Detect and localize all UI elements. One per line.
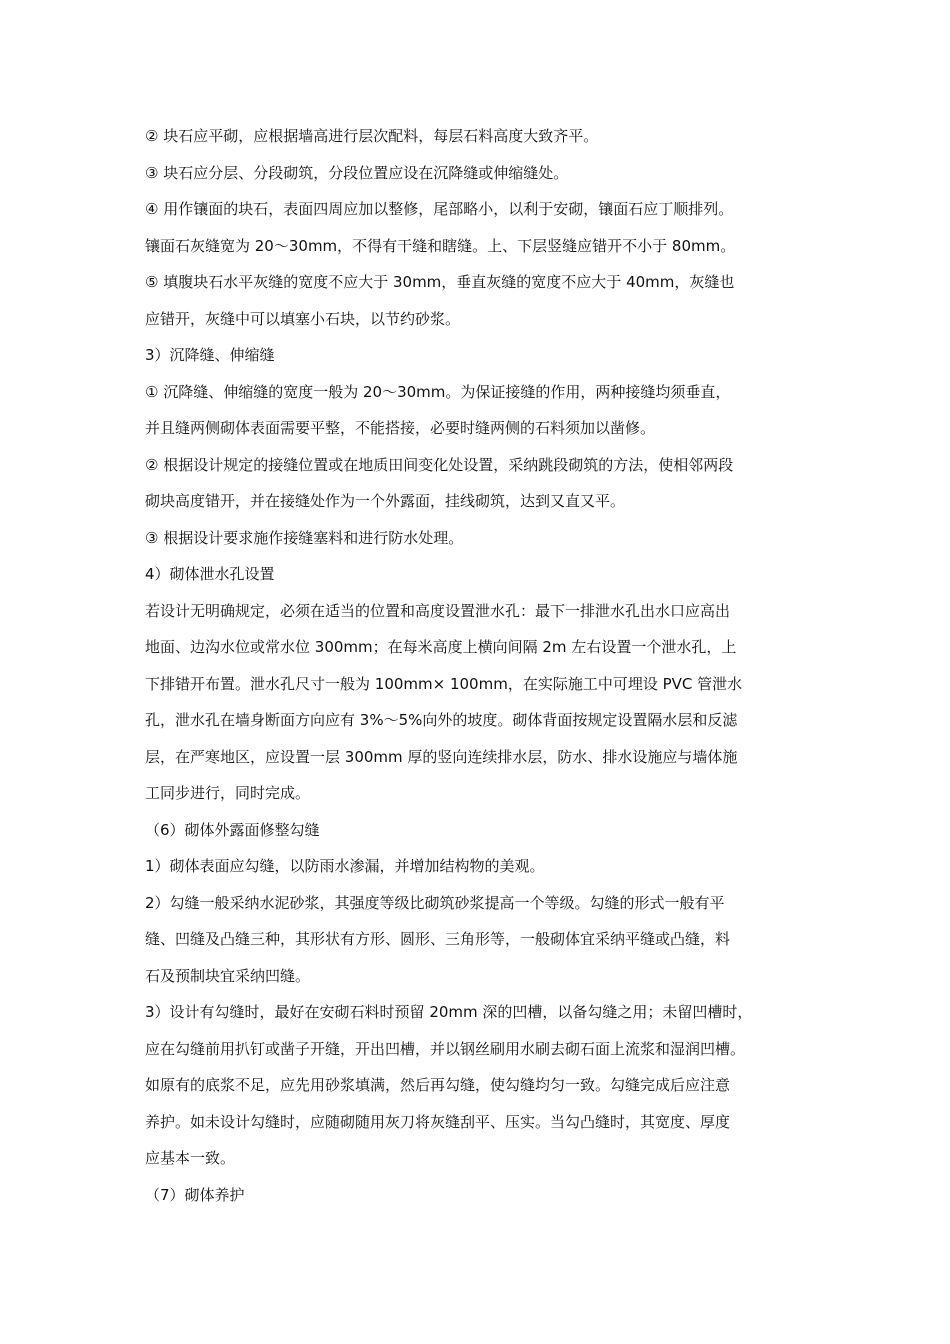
paragraph-line: ④ 用作镶面的块石，表面四周应加以整修，尾部略小，以利于安砌，镶面石应丁顺排列。	[145, 200, 734, 218]
paragraph-line: 层，在严寒地区，应设置一层 300mm 厚的竖向连续排水层，防水、排水设施应与墙体施	[145, 747, 738, 766]
paragraph-line: 地面、边沟水位或常水位 300mm；在每米高度上横向间隔 2m 左右设置一个泄水孔，上	[145, 638, 737, 656]
paragraph-line: ③ 块石应分层、分段砌筑，分段位置应设在沉降缝或伸缩缝处。	[145, 163, 569, 182]
paragraph-line: 应错开，灰缝中可以填塞小石块，以节约砂浆。	[145, 309, 461, 328]
paragraph-line: 孔，泄水孔在墙身断面方向应有 3%～5%向外的坡度。砌体背面按规定设置隔水层和反滤	[145, 711, 738, 729]
paragraph-line: 如原有的底浆不足，应先用砂浆填满，然后再勾缝，使勾缝均匀一致。勾缝完成后应注意	[145, 1076, 731, 1094]
paragraph-line: 并且缝两侧砌体表面需要平整，不能搭接，必要时缝两侧的石料须加以凿修。	[145, 419, 656, 437]
paragraph-line: ③ 根据设计要求施作接缝塞料和进行防水处理。	[145, 528, 464, 547]
paragraph-line: 1）砌体表面应勾缝，以防雨水渗漏，并增加结构物的美观。	[145, 857, 545, 875]
paragraph-line: 2）勾缝一般采纳水泥砂浆，其强度等级比砌筑砂浆提高一个等级。勾缝的形式一般有平	[145, 893, 725, 912]
paragraph-line: 应在勾缝前用扒钉或凿子开缝，开出凹槽，并以钢丝刷用水刷去砌石面上流浆和湿润凹槽。	[145, 1039, 746, 1058]
paragraph-line: ② 根据设计规定的接缝位置或在地质田间变化处设置，采纳跳段砌筑的方法，使相邻两段	[145, 455, 734, 474]
paragraph-line: 石及预制块宜采纳凹缝。	[145, 966, 311, 985]
section-heading: （7）砌体养护	[145, 1185, 245, 1204]
paragraph-line: 3）设计有勾缝时，最好在安砌石料时预留 20mm 深的凹槽，以备勾缝之用；未留凹槽时，	[145, 1003, 753, 1021]
section-heading: （6）砌体外露面修整勾缝	[145, 820, 320, 839]
paragraph-line: 应基本一致。	[145, 1149, 236, 1167]
paragraph-line: 缝、凹缝及凸缝三种，其形状有方形、圆形、三角形等，一般砌体宜采纳平缝或凸缝，料	[145, 930, 731, 948]
paragraph-line: 镶面石灰缝宽为 20～30mm，不得有干缝和瞎缝。上、下层竖缝应错开不小于 80mm。	[145, 236, 736, 255]
paragraph-line: 下排错开布置。泄水孔尺寸一般为 100mm× 100mm，在实际施工中可埋设 PVC 管泄水	[145, 674, 743, 693]
paragraph-line: ① 沉降缝、伸缩缝的宽度一般为 20～30mm。为保证接缝的作用，两种接缝均须垂直，	[145, 382, 731, 401]
paragraph-line: 若设计无明确规定，必须在适当的位置和高度设置泄水孔：最下一排泄水孔出水口应高出	[145, 601, 731, 620]
paragraph-line: 养护。如未设计勾缝时，应随砌随用灰刀将灰缝刮平、压实。当勾凸缝时，其宽度、厚度	[145, 1112, 731, 1131]
section-heading: 4）砌体泄水孔设置	[145, 565, 275, 583]
paragraph-line: 工同步进行，同时完成。	[145, 784, 311, 802]
paragraph-line: ② 块石应平砌，应根据墙高进行层次配料，每层石料高度大致齐平。	[145, 127, 599, 145]
section-heading: 3）沉降缝、伸缩缝	[145, 346, 275, 364]
paragraph-line: 砌块高度错开，并在接缝处作为一个外露面，挂线砌筑，达到又直又平。	[145, 492, 626, 510]
document-body	[145, 122, 815, 1217]
paragraph-line: ⑤ 填腹块石水平灰缝的宽度不应大于 30mm，垂直灰缝的宽度不应大于 40mm，灰缝也	[145, 273, 735, 291]
